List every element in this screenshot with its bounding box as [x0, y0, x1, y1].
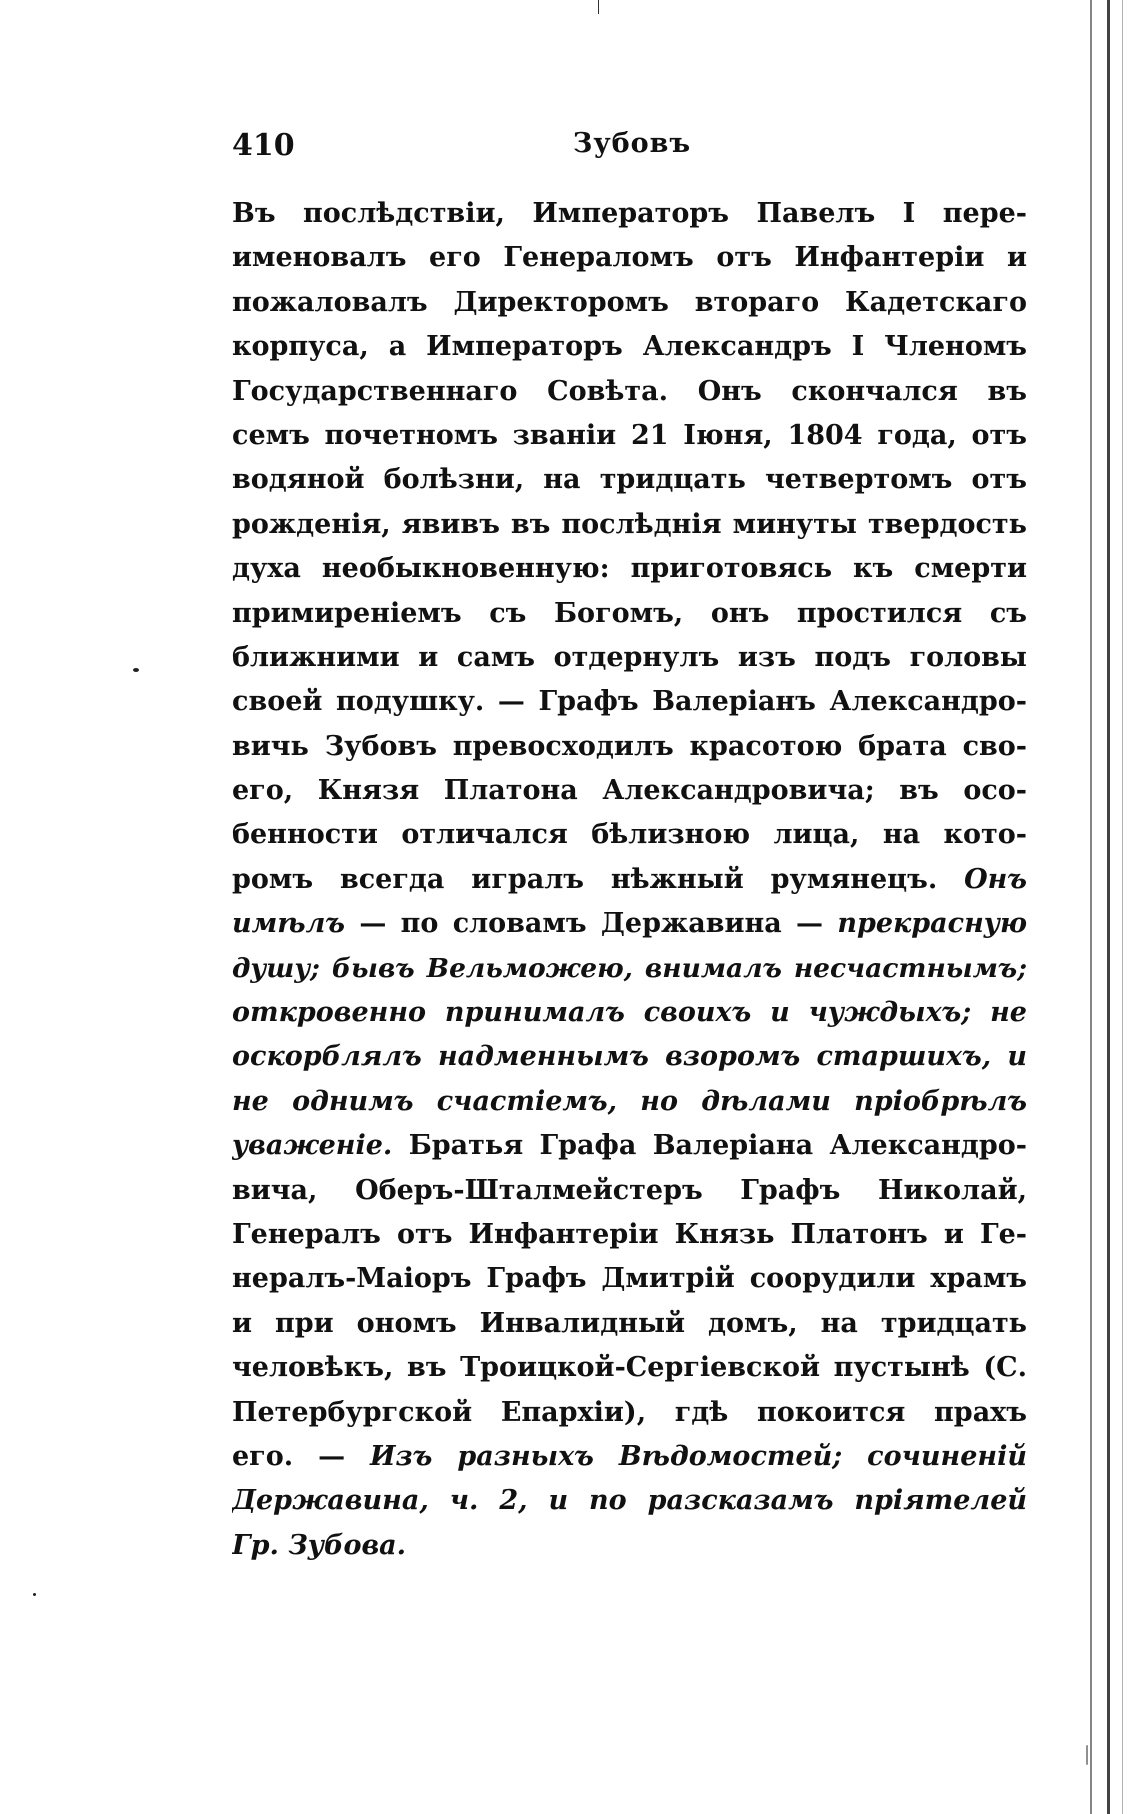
text-segment: ромъ всегда игралъ нѣжный румянецъ. [232, 863, 965, 895]
text-line [232, 858, 1027, 902]
italic-text-segment: оскорблялъ надменнымъ взоромъ старшихъ, и [232, 1041, 1027, 1073]
text-segment: Въ послѣдствіи, Императоръ Павелъ I пере- [232, 198, 1027, 229]
text-segment: человѣкъ, въ Троицкой-Сергіевской пустынѣ (С. [232, 1352, 1027, 1384]
text-line [232, 1169, 1027, 1213]
text-line [232, 1035, 1027, 1079]
text-segment: водяной болѣзни, на тридцать четвертомъ отъ [232, 464, 1027, 496]
text-segment: Государственнаго Совѣта. Онъ скончался въ [232, 375, 1027, 407]
text-line [232, 281, 1027, 325]
text-line [232, 725, 1027, 769]
text-segment: Петербургской Епархіи), гдѣ покоится прахъ [232, 1396, 1027, 1428]
italic-text-segment: уваженіе. [232, 1130, 393, 1162]
text-line [232, 1435, 1027, 1479]
text-segment: семъ почетномъ званіи 21 Іюня, 1804 года, отъ [232, 419, 1027, 451]
page-edge-shadow [1122, 0, 1123, 1814]
italic-text-segment: имѣлъ [232, 908, 346, 940]
text-line [232, 236, 1027, 280]
scan-speck [33, 1593, 36, 1596]
text-segment: духа необыкновенную: приготовясь къ смерти [232, 553, 1027, 585]
page-edge-shadow [1090, 0, 1092, 1814]
text-line [232, 991, 1027, 1035]
text-line [232, 1080, 1027, 1124]
text-line [232, 1302, 1027, 1346]
body-text [232, 192, 1027, 1568]
page-header [232, 128, 1027, 168]
text-line [232, 1391, 1027, 1435]
text-segment: и при ономъ Инвалидный домъ, на тридцать [232, 1307, 1027, 1339]
italic-text-segment: Гр. Зубова. [232, 1529, 407, 1561]
text-segment: своей подушку. — Графъ Валеріанъ Александро- [232, 686, 1027, 718]
text-line [232, 947, 1027, 991]
text-segment: именовалъ его Генераломъ отъ Инфантеріи и [232, 242, 1027, 274]
text-segment: корпуса, а Императоръ Александръ I Членомъ [232, 331, 1027, 363]
text-segment: примиреніемъ съ Богомъ, онъ простился съ [232, 597, 1027, 629]
scan-mark [598, 0, 599, 14]
text-segment: Генералъ отъ Инфантеріи Князь Платонъ и Ге- [232, 1218, 1027, 1250]
italic-text-segment: душу; бывъ Вельможею, внималъ несчастнымъ; [232, 952, 1027, 984]
text-segment: нералъ-Маіоръ Графъ Дмитрій соорудили храмъ [232, 1263, 1027, 1295]
text-line [232, 1479, 1027, 1523]
text-line [232, 547, 1027, 591]
text-segment: вича, Оберъ-Шталмейстеръ Графъ Николай, [232, 1174, 1027, 1206]
scan-speck [1086, 1745, 1088, 1765]
text-line [232, 680, 1027, 724]
text-segment: его, Князя Платона Александровича; въ осо- [232, 775, 1027, 807]
text-line [232, 592, 1027, 636]
text-line [232, 769, 1027, 813]
text-line [232, 636, 1027, 680]
text-segment: его. — [232, 1440, 371, 1472]
italic-text-segment: прекрасную [837, 908, 1027, 940]
text-segment: пожаловалъ Директоромъ втораго Кадетскаго [232, 286, 1027, 318]
text-segment: — по словамъ Державина — [345, 908, 838, 940]
italic-text-segment: не однимъ счастіемъ, но дѣлами пріобрѣлъ [232, 1085, 1027, 1117]
text-segment: Братья Графа Валеріана Александро- [392, 1130, 1027, 1162]
text-line [232, 902, 1027, 946]
italic-text-segment: откровенно принималъ своихъ и чуждыхъ; не [232, 997, 1027, 1029]
italic-text-segment: Державина, ч. 2, и по разсказамъ пріятелей [232, 1485, 1027, 1517]
text-line [232, 370, 1027, 414]
text-line [232, 414, 1027, 458]
italic-text-segment: Онъ [964, 863, 1027, 895]
text-line [232, 1213, 1027, 1257]
text-line [232, 458, 1027, 502]
text-line [232, 813, 1027, 857]
text-line [232, 325, 1027, 369]
italic-text-segment: Изъ разныхъ Вѣдомостей; сочиненій [370, 1440, 1027, 1472]
text-line [232, 503, 1027, 547]
text-line [232, 1257, 1027, 1301]
text-line [232, 1124, 1027, 1168]
text-segment: рожденія, явивъ въ послѣднія минуты твердость [232, 508, 1027, 540]
page-number: 410 [232, 128, 295, 163]
scan-speck [133, 668, 139, 672]
text-line [232, 1524, 1027, 1568]
text-segment: ближними и самъ отдернулъ изъ подъ головы [232, 641, 1027, 673]
running-head: Зубовъ [572, 128, 692, 159]
page-edge-shadow [1107, 0, 1110, 1814]
text-line [232, 1346, 1027, 1390]
text-segment: бенности отличался бѣлизною лица, на кото- [232, 819, 1027, 851]
text-segment: вичь Зубовъ превосходилъ красотою брата сво- [232, 730, 1027, 762]
text-line [232, 192, 1027, 236]
